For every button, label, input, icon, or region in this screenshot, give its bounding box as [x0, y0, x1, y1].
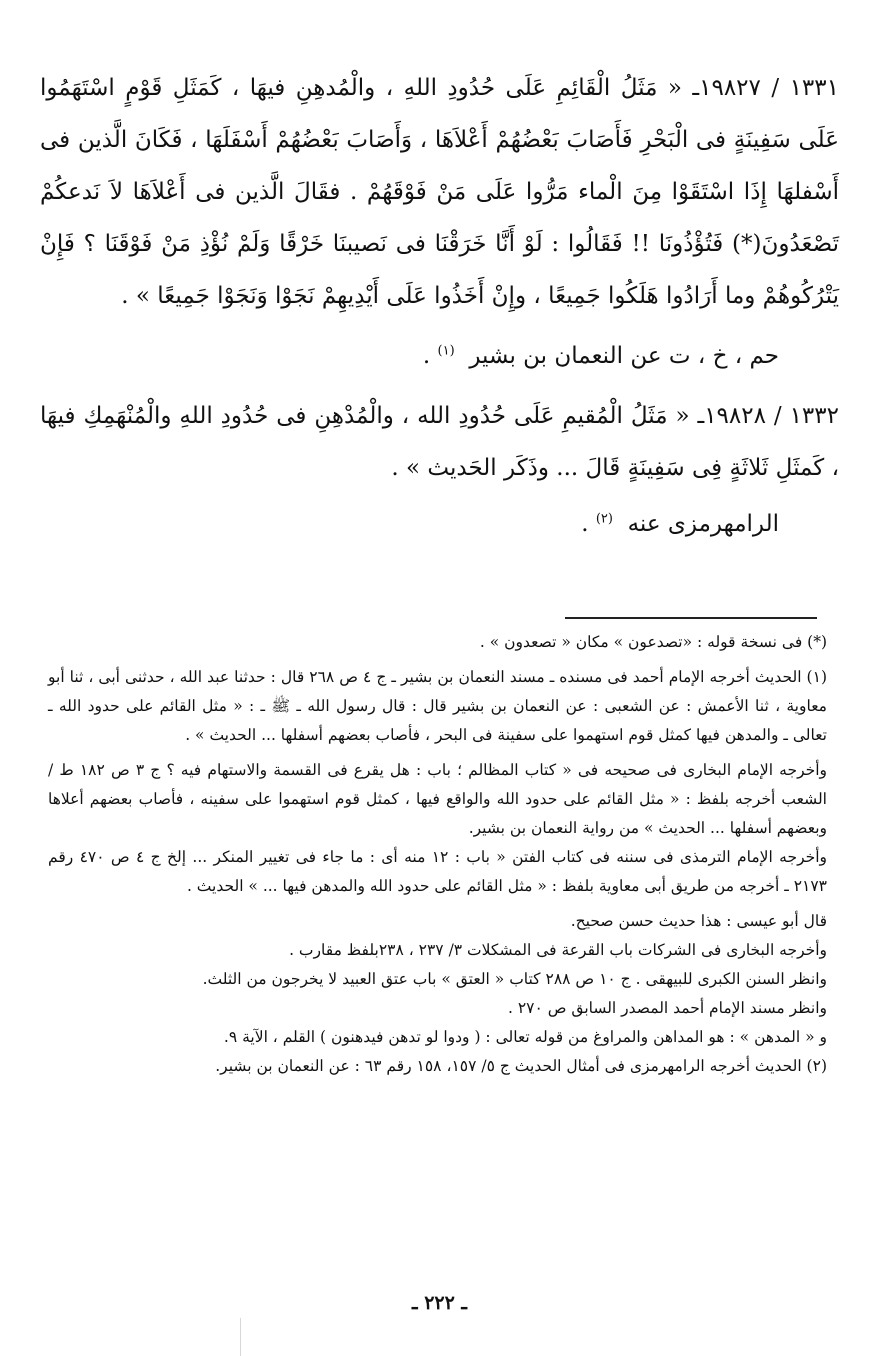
source-line-2 [40, 498, 839, 550]
footnote-star: (*) فى نسخة قوله : «تصدعون » مكان « تصعدون » . [479, 633, 827, 651]
footnote-divider [565, 617, 817, 619]
footnotes [48, 628, 827, 1081]
source-2-text: الرامهرمزى عنه [627, 511, 779, 537]
hadith-1331: ١٣٣١ / ١٩٨٢٧ـ « مَثَلُ الْقَائِمِ عَلَى حُدُودِ اللهِ ، والْمُدهِنِ فيهَا ، كَمَثَلِ قَوْمٍ اسْتَهَمُوا عَلَى سَفِينَةٍ فى الْبَحْرِ فَأَصَابَ بَعْضُهُمْ أَعْلاَهَا ، وَأَصَابَ بَعْضُهُمْ أَسْفَلَهَا ، فَكَانَ الَّذين فى أَسْفلهَا إِذَا اسْتَقَوْا مِنَ الْماء مَرُّوا عَلَى مَنْ فَوْقَهُمْ . فقَالَ الَّذين فى أَعْلاَهَا لاَ نَدعكُمْ تَصْعَدُونَ(*) فَتُؤْذُونَا !! فَقَالُوا : لَوْ أَنَّا خَرَقْنَا فى نَصيبنَا خَرْقًا وَلَمْ نُؤْذِ مَنْ فَوْقَنَا ؟ فَإِنْ يَتْرُكُوهُمْ وما أَرَادُوا هَلَكُوا جَمِيعًا ، وإِنْ أَخَذُوا عَلَى أَيْدِيهِمْ نَجَوْا وَنَجَوْا جَمِيعًا » . [40, 75, 839, 309]
source-line-1 [40, 330, 839, 382]
footnote-1-para-5: وأخرجه البخارى فى الشركات باب القرعة فى المشكلات ٣/ ٢٣٧ ، ٢٣٨بلفظ مقارب . [289, 941, 827, 959]
footnote-1-para-4: قال أبو عيسى : هذا حديث حسن صحيح. [570, 912, 827, 930]
main-text [40, 62, 839, 550]
source-1-end: . [422, 343, 438, 369]
page-number: ـ ٢٢٢ ـ [412, 1292, 467, 1314]
footnote-1-para-3: وأخرجه الإمام الترمذى فى سننه فى كتاب الفتن « باب : ١٢ منه أى : ما جاء فى تغيير المنكر ... إلخ ج ٤ ص ٤٧٠ رقم ٢١٧٣ ـ أخرجه من طريق أبى معاوية بلفظ : « مثل القائم على حدود الله والمدهن فيها ... » الحديث . [48, 848, 827, 895]
footnote-1-para-2: وأخرجه الإمام البخارى فى صحيحه فى « كتاب المظالم ؛ باب : هل يقرع فى القسمة والاستهام فيه ؟ ج ٣ ص ١٨٢ ط / الشعب أخرجه بلفظ : « مثل القائم على حدود الله والواقع فيها ، كمثل قوم استهموا على سفينه ، فأصاب بعضهم أعلاها وبعضهم أسفلها ... الحديث » من رواية النعمان بن بشير. [48, 761, 827, 837]
footnote-1-para-1: (١) الحديث أخرجه الإمام أحمد فى مسنده ـ مسند النعمان بن بشير ـ ج ٤ ص ٢٦٨ قال : حدثنا عبد الله ، حدثنى أبى ، ثنا أبو معاوية ، ثنا الأعمش : عن الشعبى : عن النعمان بن بشير قال : قال رسول الله ـ ﷺ ـ : « مثل القائم على حدود الله ـ تعالى ـ والمدهن فيها كمثل قوم استهموا على سفينة فى البحر ، فأصاب بعضهم أسفلها ... الحديث » . [48, 668, 827, 744]
footnote-ref-2: (٢) [595, 511, 613, 527]
footnote-1-para-8: و « المدهن » : هو المداهن والمراوغ من قوله تعالى : ( ودوا لو تدهن فيدهنون ) القلم ، الآية ٩. [223, 1028, 827, 1046]
footnote-ref-1: (١) [437, 343, 455, 359]
hadith-1332: ١٣٣٢ / ١٩٨٢٨ـ « مَثَلُ الْمُقيمِ عَلَى حُدُودِ الله ، والْمُدْهِنِ فى حُدُودِ اللهِ والْمُنْهَمِكِ فيهَا ، كَمثَلِ ثَلاثَةٍ فِى سَفِينَةٍ قَالَ ... وذَكَر الحَديث » . [40, 403, 839, 481]
scan-margin-line [240, 1318, 241, 1356]
source-1-text: حم ، خ ، ت عن النعمان بن بشير [469, 343, 779, 369]
footnote-2: (٢) الحديث أخرجه الرامهرمزى فى أمثال الحديث ج ٥/ ١٥٧، ١٥٨ رقم ٦٣ : عن النعمان بن بشير. [215, 1057, 827, 1075]
footnote-1-para-7: وانظر مسند الإمام أحمد المصدر السابق ص ٢٧٠ . [507, 999, 827, 1017]
footnote-1-para-6: وانظر السنن الكبرى للبيهقى . ج ١٠ ص ٢٨٨ كتاب « العتق » باب عتق العبيد لا يخرجون من الثلث. [202, 970, 827, 988]
source-2-end: . [581, 511, 596, 537]
